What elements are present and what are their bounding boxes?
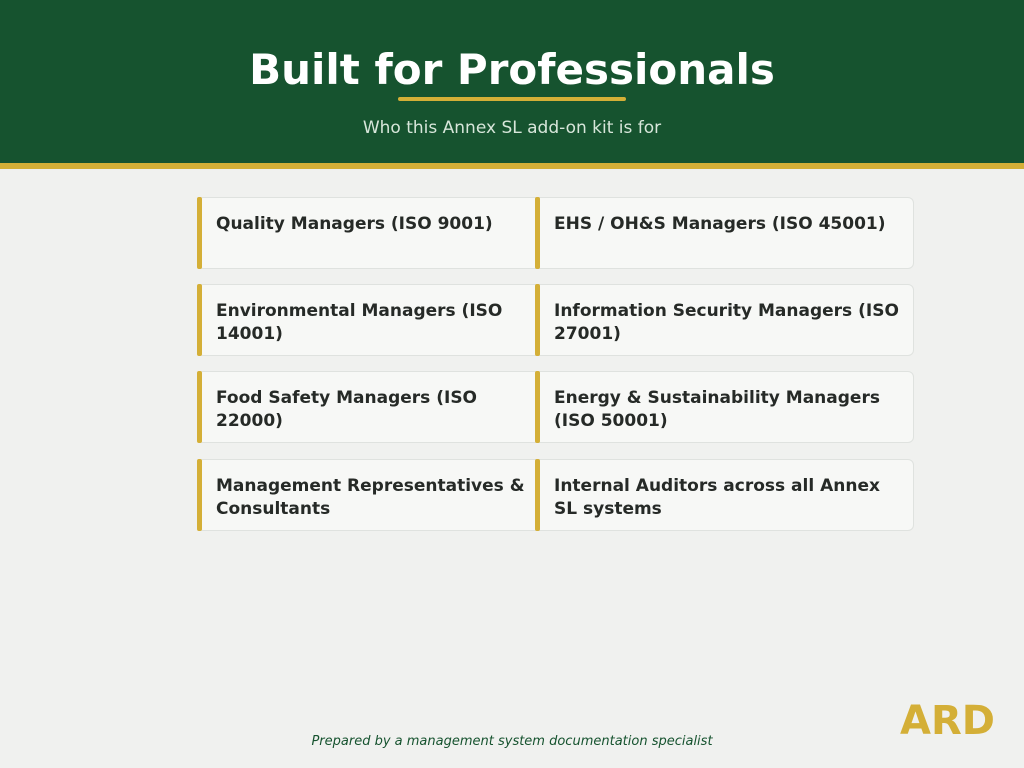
page-subtitle: Who this Annex SL add-on kit is for [362, 118, 662, 138]
audience-card-text: Management Representatives & Consultants [216, 476, 525, 519]
audience-row [197, 459, 914, 531]
audience-row [197, 371, 914, 443]
card-accent-bar [535, 371, 540, 443]
audience-card-text: Information Security Managers (ISO 27001) [554, 301, 899, 344]
card-accent-bar [535, 197, 540, 269]
audience-card-text: Internal Auditors across all Annex SL systems [554, 476, 880, 519]
audience-card-text: EHS / OH&S Managers (ISO 45001) [554, 214, 886, 234]
title-underline [398, 97, 626, 101]
card-accent-bar [535, 459, 540, 531]
card-accent-bar [197, 459, 202, 531]
audience-card-text: Food Safety Managers (ISO 22000) [216, 388, 478, 431]
footer-note: Prepared by a management system documentation specialist [311, 734, 713, 749]
card-accent-bar [197, 371, 202, 443]
card-accent-bar [197, 197, 202, 269]
card-accent-bar [535, 284, 540, 356]
audience-card-text: Energy & Sustainability Managers (ISO 50001) [554, 388, 880, 431]
header-gold-stripe [0, 163, 1024, 169]
audience-card-text: Environmental Managers (ISO 14001) [216, 301, 503, 344]
card-accent-bar [197, 284, 202, 356]
audience-row [197, 284, 914, 356]
audience-row [197, 197, 914, 269]
page-title: Built for Professionals [249, 45, 775, 94]
brand-logo: ARD [900, 698, 995, 744]
audience-card-text: Quality Managers (ISO 9001) [216, 214, 493, 234]
